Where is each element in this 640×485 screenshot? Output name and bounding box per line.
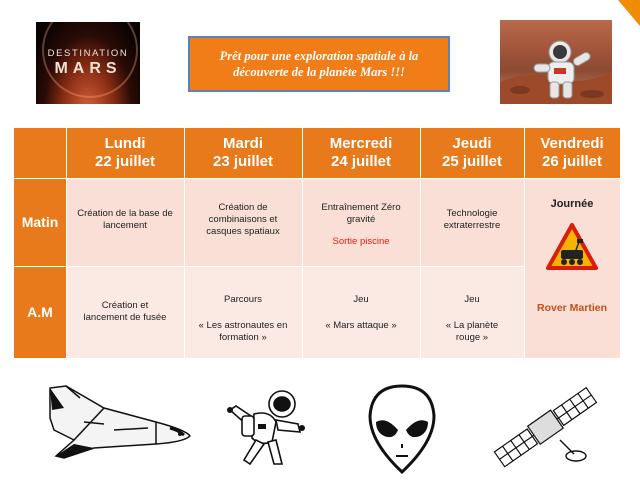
astronaut-illustration (500, 20, 612, 104)
activity-subtitle: « Mars attaque » (325, 320, 397, 331)
day-name: Vendredi (540, 135, 604, 152)
grid-line (66, 128, 67, 358)
cell-thursday-am (420, 266, 524, 358)
space-shuttle-icon (44, 378, 194, 464)
day-name: Mardi (222, 135, 263, 152)
header-monday (66, 128, 184, 178)
activity-title: Jeu (353, 294, 369, 305)
header-friday (524, 128, 620, 178)
grid-line (14, 178, 620, 179)
header-thursday (420, 128, 524, 178)
banner-line-2: découverte de la planète Mars !!! (233, 65, 405, 79)
title-banner (188, 36, 450, 92)
cell-tuesday-matin (184, 178, 302, 266)
banner-line-1: Prêt pour une exploration spatiale à la (219, 49, 419, 63)
alien-head-icon (366, 382, 438, 476)
logo-line-1: DESTINATION (47, 48, 129, 59)
row-label: Matin (21, 214, 59, 230)
activity-title: Parcours (223, 294, 262, 305)
grid-line (14, 266, 524, 267)
grid-line (302, 128, 303, 358)
cell-monday-am (66, 266, 184, 358)
schedule-table (14, 128, 620, 358)
logo-line-2: MARS (54, 60, 122, 77)
cell-thursday-matin (420, 178, 524, 266)
row-header-matin (14, 178, 66, 266)
grid-line (420, 128, 421, 358)
destination-mars-logo (36, 22, 140, 104)
friday-bottom-label: Rover Martien (536, 302, 608, 314)
cell-friday-allday (524, 178, 620, 358)
activity-subtitle: « La planète rouge » (445, 320, 499, 343)
day-date: 22 juillet (94, 153, 156, 170)
activity-text: Création de la base de lancement (77, 208, 173, 231)
day-name: Jeudi (452, 135, 492, 152)
day-date: 25 juillet (441, 153, 503, 170)
day-date: 24 juillet (330, 153, 392, 170)
day-name: Mercredi (329, 135, 393, 152)
day-name: Lundi (104, 135, 146, 152)
activity-text: Création de combinaisons et casques spatiaux (206, 202, 280, 237)
astronaut-on-mars-photo (500, 20, 612, 104)
rover-warning-sign-icon (546, 222, 598, 272)
day-date: 26 juillet (541, 153, 603, 170)
activity-subtitle: « Les astronautes en formation » (198, 320, 288, 343)
astronaut-drawing-icon (214, 384, 310, 474)
activity-text: Entraînement Zéro gravité (321, 202, 401, 225)
row-header-am (14, 266, 66, 358)
cell-monday-matin (66, 178, 184, 266)
header-tuesday (184, 128, 302, 178)
grid-line (524, 128, 525, 358)
day-date: 23 juillet (212, 153, 274, 170)
grid-line (184, 128, 185, 358)
activity-text: Création et lancement de fusée (83, 300, 167, 323)
activity-note: Sortie piscine (332, 236, 390, 247)
cell-wednesday-matin (302, 178, 420, 266)
activity-title: Jeu (464, 294, 480, 305)
corner-decoration (618, 0, 640, 26)
header-wednesday (302, 128, 420, 178)
friday-top-label: Journée (550, 198, 594, 210)
row-label: A.M (27, 304, 53, 320)
cell-tuesday-am (184, 266, 302, 358)
cell-wednesday-am (302, 266, 420, 358)
activity-text: Technologie extraterrestre (443, 208, 501, 231)
satellite-icon (484, 382, 608, 474)
header-corner-cell (14, 128, 66, 178)
